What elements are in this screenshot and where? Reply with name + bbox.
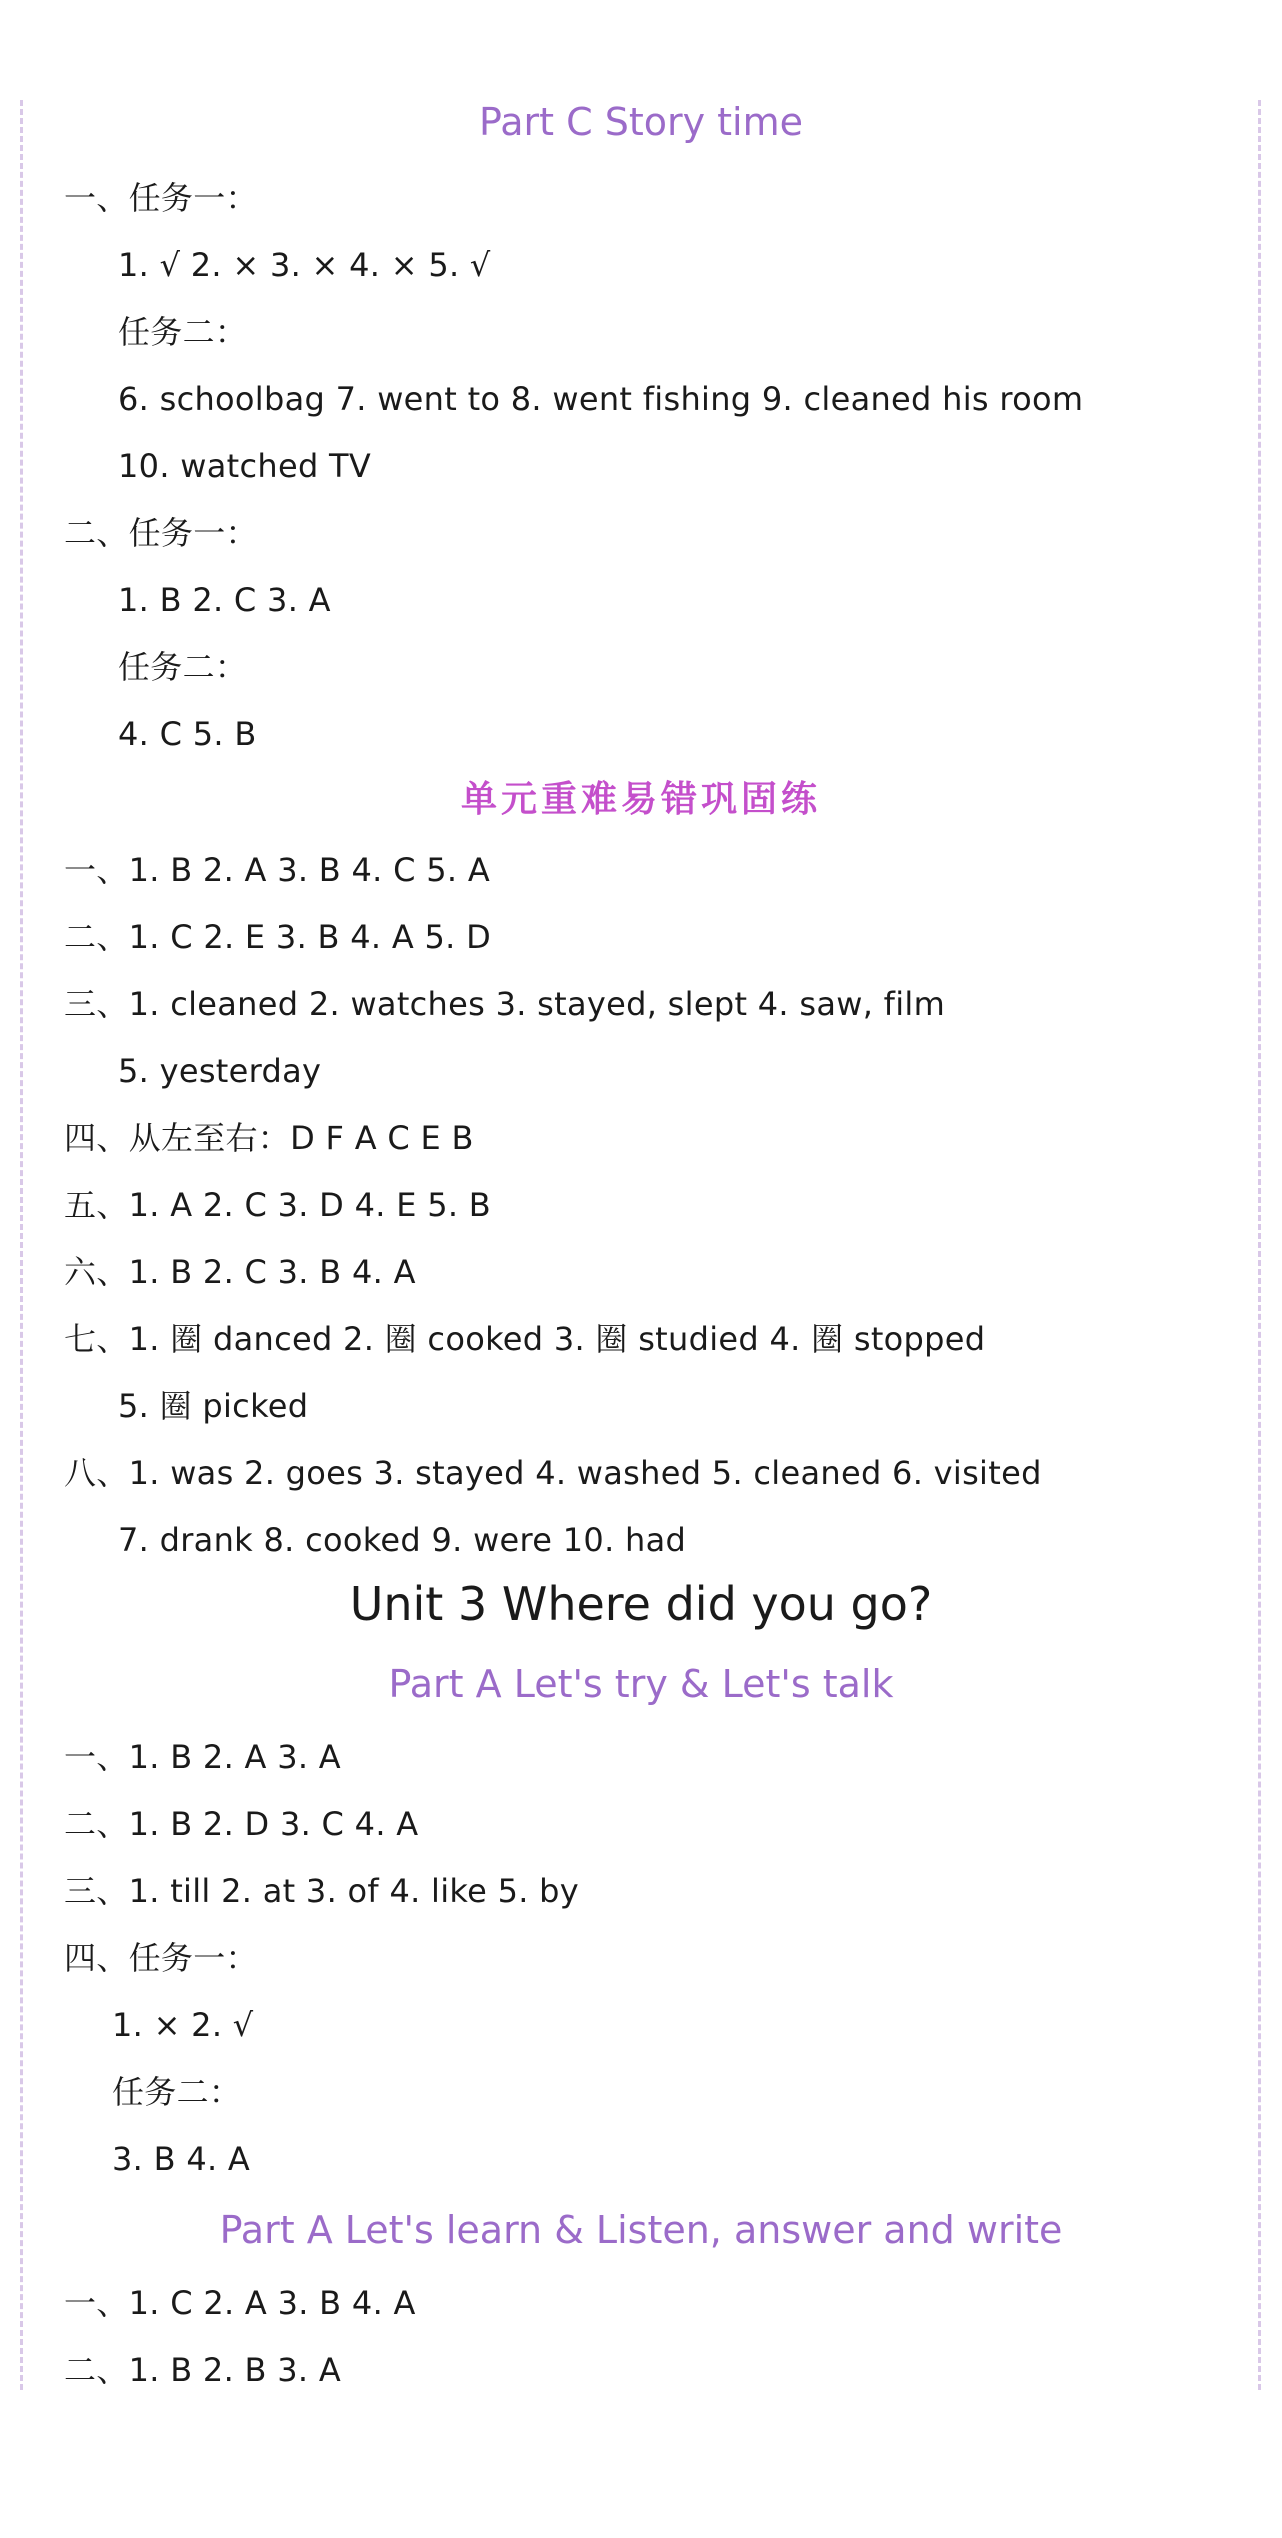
unit-title: Unit 3 Where did you go?: [349, 1577, 933, 1631]
answer-line: 任务二：: [118, 648, 248, 686]
section-heading-part-c: Part C Story time: [478, 100, 804, 144]
answer-line: 八、1. was 2. goes 3. stayed 4. washed 5. cleaned 6. visited: [64, 1454, 1042, 1492]
answer-line: 4. C 5. B: [118, 715, 257, 753]
answer-line: 一、1. B 2. A 3. A: [64, 1738, 341, 1776]
answer-line: 7. drank 8. cooked 9. were 10. had: [118, 1521, 687, 1559]
answer-line: 六、1. B 2. C 3. B 4. A: [64, 1253, 416, 1291]
answer-line: 1. B 2. C 3. A: [118, 581, 331, 619]
answer-line: 二、1. B 2. D 3. C 4. A: [64, 1805, 419, 1843]
answer-line: 一、1. C 2. A 3. B 4. A: [64, 2284, 416, 2322]
section-heading-part-a-learn-listen: Part A Let's learn & Listen, answer and write: [219, 2208, 1063, 2252]
answer-line: 四、任务一：: [64, 1939, 258, 1977]
answer-line: 二、1. B 2. B 3. A: [64, 2351, 342, 2389]
answer-line: 1. × 2. √: [112, 2006, 254, 2044]
section-heading-part-a-try-talk: Part A Let's try & Let's talk: [388, 1662, 894, 1706]
right-dashed-border: [1258, 100, 1261, 2390]
answer-line: 任务二：: [118, 313, 248, 351]
answer-line: 5. 圈 picked: [118, 1387, 309, 1425]
answer-line: 3. B 4. A: [112, 2140, 251, 2178]
left-dashed-border: [20, 100, 23, 2390]
answer-line: 1. √ 2. × 3. × 4. × 5. √: [118, 246, 491, 284]
answer-line: 二、1. C 2. E 3. B 4. A 5. D: [64, 918, 492, 956]
answer-line: 五、1. A 2. C 3. D 4. E 5. B: [64, 1186, 492, 1224]
section-heading-unit-review: 单元重难易错巩固练: [460, 779, 821, 820]
answer-line: 一、任务一：: [64, 179, 258, 217]
answer-line: 10. watched TV: [118, 447, 372, 485]
answer-line: 二、任务一：: [64, 514, 258, 552]
answer-line: 5. yesterday: [118, 1052, 322, 1090]
answer-line: 三、1. cleaned 2. watches 3. stayed, slept 4. saw, film: [64, 985, 946, 1023]
answer-line: 6. schoolbag 7. went to 8. went fishing 9. cleaned his room: [118, 380, 1084, 418]
answer-line: 任务二：: [112, 2073, 242, 2111]
answer-line: 四、从左至右：D F A C E B: [64, 1119, 474, 1157]
answer-line: 一、1. B 2. A 3. B 4. C 5. A: [64, 851, 491, 889]
answer-line: 七、1. 圈 danced 2. 圈 cooked 3. 圈 studied 4. 圈 stopped: [64, 1320, 986, 1358]
answer-line: 三、1. till 2. at 3. of 4. like 5. by: [64, 1872, 580, 1910]
